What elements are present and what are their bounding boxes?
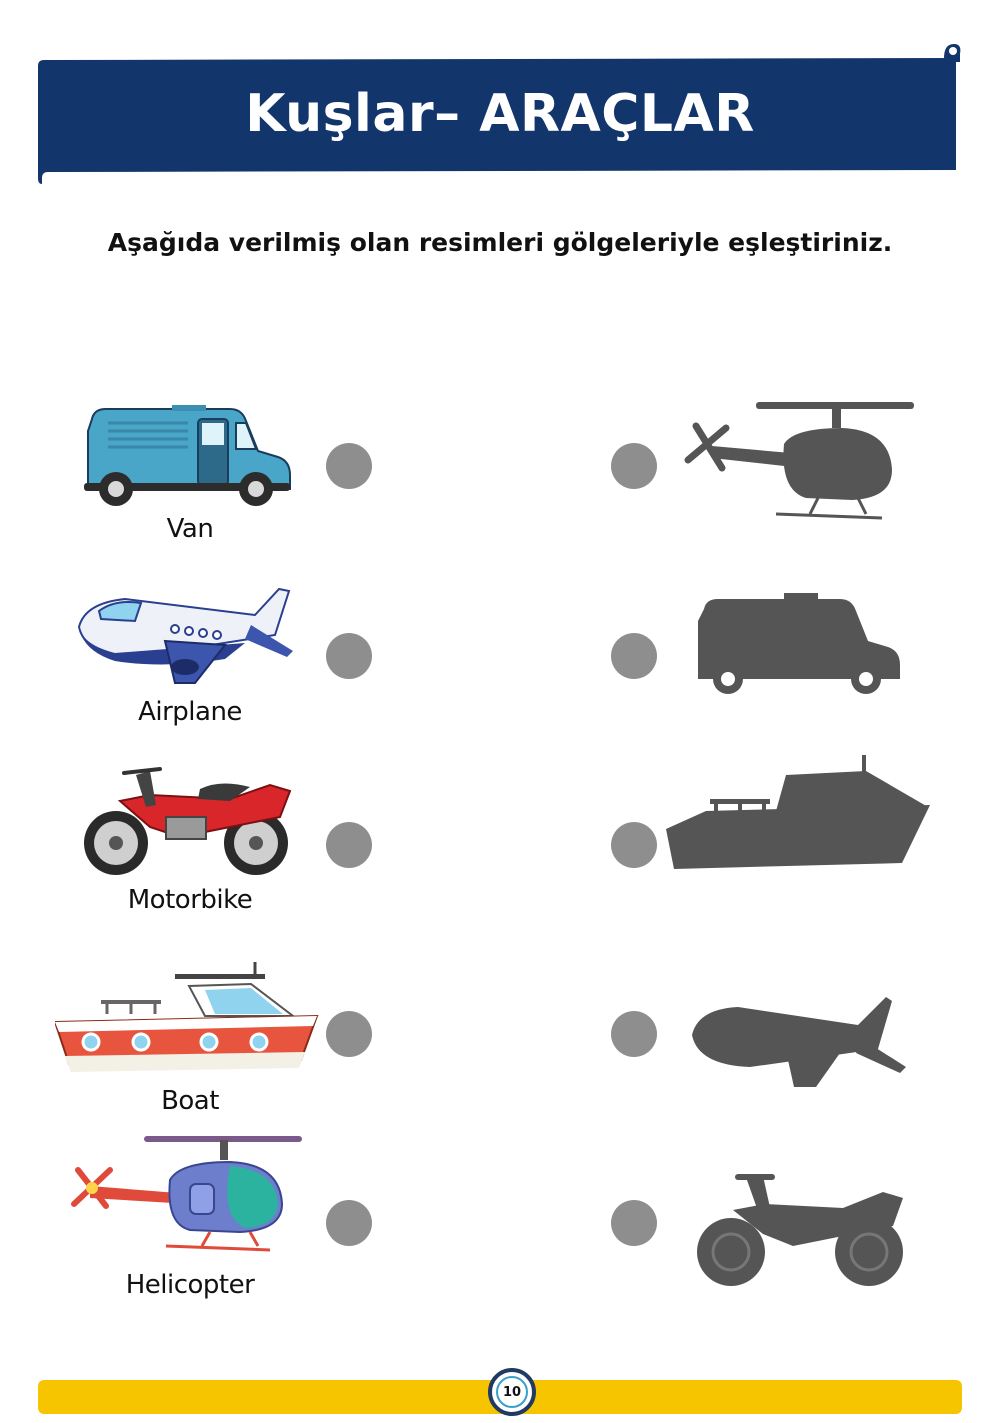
label-van: Van xyxy=(166,514,214,544)
boat-silhouette-icon xyxy=(666,755,931,873)
van-icon xyxy=(80,405,295,510)
match-dot-right-3[interactable] xyxy=(611,822,657,868)
match-dot-left-3[interactable] xyxy=(326,822,372,868)
match-dot-left-1[interactable] xyxy=(326,443,372,489)
label-airplane: Airplane xyxy=(138,697,242,727)
match-dot-right-1[interactable] xyxy=(611,443,657,489)
airplane-silhouette-icon xyxy=(690,995,908,1091)
helicopter-icon xyxy=(70,1134,305,1262)
boat-icon xyxy=(55,960,320,1080)
airplane-icon xyxy=(75,585,300,695)
match-dot-left-2[interactable] xyxy=(326,633,372,679)
page-number: 10 xyxy=(496,1376,528,1408)
label-helicopter: Helicopter xyxy=(125,1270,255,1300)
motorbike-icon xyxy=(80,765,295,883)
match-dot-left-4[interactable] xyxy=(326,1011,372,1057)
label-boat: Boat xyxy=(161,1086,219,1116)
match-dot-right-2[interactable] xyxy=(611,633,657,679)
match-dot-left-5[interactable] xyxy=(326,1200,372,1246)
page-title: Kuşlar– ARAÇLAR xyxy=(245,84,755,144)
instruction-text: Aşağıda verilmiş olan resimleri gölgeleriyle eşleştiriniz. xyxy=(107,228,893,257)
match-dot-right-4[interactable] xyxy=(611,1011,657,1057)
label-motorbike: Motorbike xyxy=(127,885,253,915)
match-dot-right-5[interactable] xyxy=(611,1200,657,1246)
page-number-badge xyxy=(488,1368,536,1416)
banner-curl-icon xyxy=(940,40,964,66)
helicopter-silhouette-icon xyxy=(682,398,917,526)
